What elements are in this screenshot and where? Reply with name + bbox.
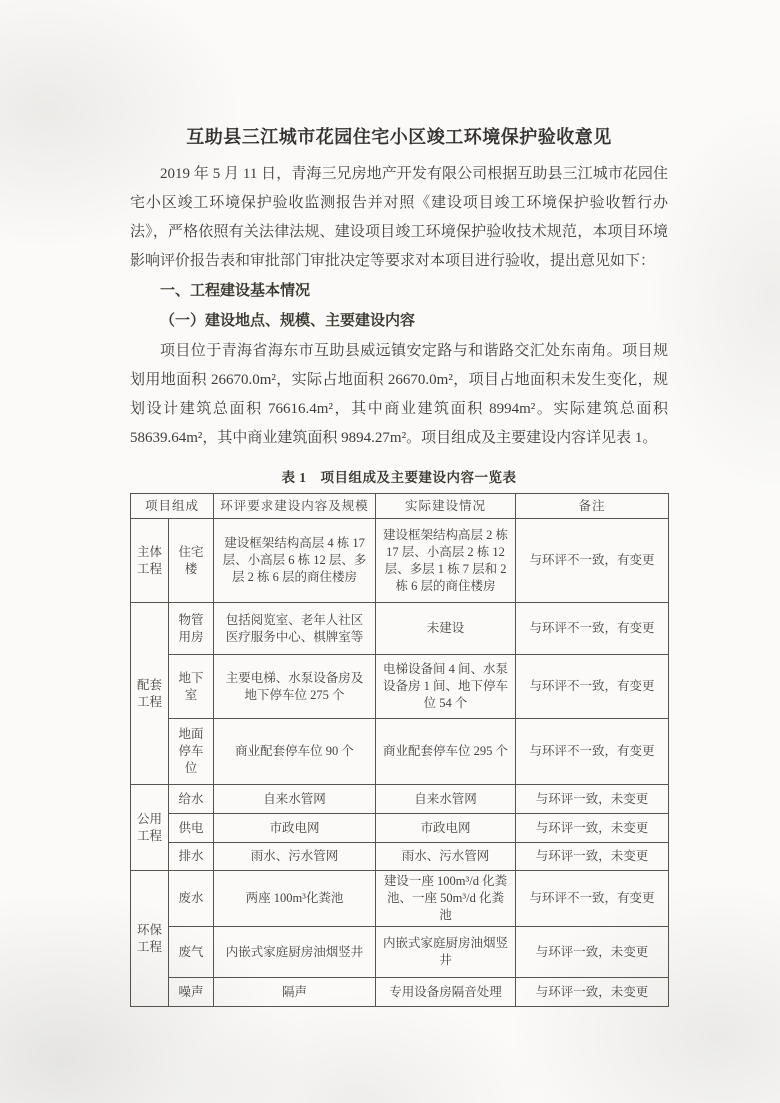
cell-group-public-works: 公用工程 <box>131 785 169 871</box>
table-row <box>131 519 669 603</box>
cell-actual: 建设框架结构高层 2 栋 17 层、小高层 2 栋 12 层、多层 1 栋 7 层和 2 栋 6 层的商住楼房 <box>376 519 516 603</box>
cell-actual: 商业配套停车位 295 个 <box>376 719 516 785</box>
cell-note: 与环评一致，未变更 <box>516 927 669 978</box>
cell-sub-drainage: 排水 <box>169 843 214 871</box>
cell-actual: 建设一座 100m³/d 化粪池、一座 50m³/d 化粪池 <box>376 871 516 927</box>
cell-requirement: 市政电网 <box>214 814 376 843</box>
cell-sub-surface-parking: 地面停车位 <box>169 719 214 785</box>
doc-title: 互助县三江城市花园住宅小区竣工环境保护验收意见 <box>186 127 612 147</box>
cell-actual: 自来水管网 <box>376 785 516 814</box>
subsection-heading-1: （一）建设地点、规模、主要建设内容 <box>160 313 416 329</box>
cell-actual: 电梯设备间 4 间、水泵设备房 1 间、地下停车位 54 个 <box>376 655 516 719</box>
cell-requirement: 隔声 <box>214 978 376 1007</box>
table-header-row <box>131 494 669 519</box>
cell-group-supporting-works: 配套工程 <box>131 603 169 785</box>
cell-requirement: 建设框架结构高层 4 栋 17 层、小高层 6 栋 12 层、多层 2 栋 6 层的商住楼房 <box>214 519 376 603</box>
cell-requirement: 主要电梯、水泵设备房及地下停车位 275 个 <box>214 655 376 719</box>
table-row <box>131 843 669 871</box>
paragraph-intro: 2019 年 5 月 11 日，青海三兄房地产开发有限公司根据互助县三江城市花园住宅小区竣工环境保护验收监测报告并对照《建设项目竣工环境保护验收暂行办法》，严格依照有关法律法规、建设项目竣工环境保护验收技术规范，本项目环境影响评价报告表和审批部门审批决定等要求对本项目进行验收，提出意见如下： <box>130 166 668 269</box>
cell-actual: 未建设 <box>376 603 516 655</box>
cell-requirement: 内嵌式家庭厨房油烟竖井 <box>214 927 376 978</box>
cell-sub-waste-gas: 废气 <box>169 927 214 978</box>
cell-note: 与环评一致，未变更 <box>516 814 669 843</box>
cell-note: 与环评一致，未变更 <box>516 785 669 814</box>
table-caption: 表 1 项目组成及主要建设内容一览表 <box>281 470 517 485</box>
table-row <box>131 814 669 843</box>
cell-requirement: 包括阅览室、老年人社区医疗服务中心、棋牌室等 <box>214 603 376 655</box>
cell-note: 与环评不一致，有变更 <box>516 603 669 655</box>
header-eia-requirement: 环评要求建设内容及规模 <box>214 494 376 519</box>
project-composition-table <box>130 493 669 1007</box>
cell-sub-residential-building: 住宅楼 <box>169 519 214 603</box>
table-row <box>131 871 669 927</box>
paragraph-overview: 项目位于青海省海东市互助县威远镇安定路与和谐路交汇处东南角。项目规划用地面积 26670.0m²，实际占地面积 26670.0m²，项目占地面积未发生变化，规划设计建筑总面积 76616.4m²，其中商业建筑面积 8994m²。实际建筑总面积 58639.64m²，其中商业建筑面积 9894.27m²。项目组成及主要建设内容详见表 1。 <box>130 343 668 446</box>
table-row <box>131 655 669 719</box>
cell-requirement: 商业配套停车位 90 个 <box>214 719 376 785</box>
cell-actual: 市政电网 <box>376 814 516 843</box>
table-row <box>131 978 669 1007</box>
table-row <box>131 927 669 978</box>
table-row <box>131 785 669 814</box>
cell-requirement: 雨水、污水管网 <box>214 843 376 871</box>
cell-sub-noise: 噪声 <box>169 978 214 1007</box>
cell-sub-property-room: 物管用房 <box>169 603 214 655</box>
table-row <box>131 603 669 655</box>
cell-note: 与环评不一致，有变更 <box>516 871 669 927</box>
cell-note: 与环评一致，未变更 <box>516 843 669 871</box>
cell-note: 与环评不一致，有变更 <box>516 519 669 603</box>
cell-sub-water-supply: 给水 <box>169 785 214 814</box>
cell-group-environmental-works: 环保工程 <box>131 871 169 1007</box>
cell-sub-wastewater: 废水 <box>169 871 214 927</box>
cell-sub-power-supply: 供电 <box>169 814 214 843</box>
cell-note: 与环评一致，未变更 <box>516 978 669 1007</box>
cell-actual: 专用设备房隔音处理 <box>376 978 516 1007</box>
cell-requirement: 两座 100m³化粪池 <box>214 871 376 927</box>
header-project-composition: 项目组成 <box>131 494 214 519</box>
cell-actual: 雨水、污水管网 <box>376 843 516 871</box>
cell-note: 与环评不一致，有变更 <box>516 719 669 785</box>
cell-sub-basement: 地下室 <box>169 655 214 719</box>
cell-group-main-works: 主体工程 <box>131 519 169 603</box>
section-heading-1: 一、工程建设基本情况 <box>160 283 311 299</box>
cell-actual: 内嵌式家庭厨房油烟竖井 <box>376 927 516 978</box>
cell-note: 与环评不一致，有变更 <box>516 655 669 719</box>
header-actual-construction: 实际建设情况 <box>376 494 516 519</box>
cell-requirement: 自来水管网 <box>214 785 376 814</box>
table-row <box>131 719 669 785</box>
header-remarks: 备注 <box>516 494 669 519</box>
